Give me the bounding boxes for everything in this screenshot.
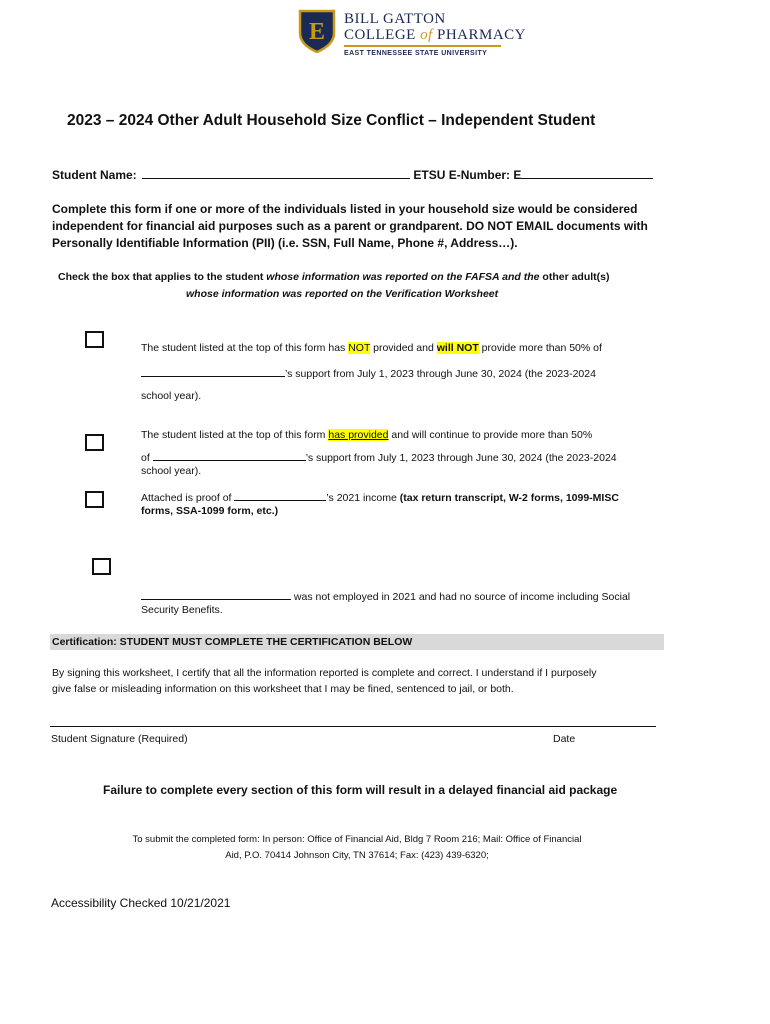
option3-line2: forms, SSA-1099 form, etc.)	[141, 505, 279, 517]
date-label: Date	[553, 733, 576, 745]
certification-line2: give false or misleading information on this worksheet that I may be fined, sentenced to jail, or both.	[52, 683, 514, 695]
intro-line3: Personally Identifiable Information (PII) (i.e. SSN, Full Name, Phone #, Address…).	[52, 236, 518, 250]
instruction-line1: Check the box that applies to the student whose information was reported on the FAFSA and the other adult(s)	[58, 271, 610, 283]
college-logo	[298, 9, 527, 61]
option4-checkbox[interactable]	[92, 558, 111, 575]
option3-name-field[interactable]	[234, 489, 326, 501]
page-title: 2023 – 2024 Other Adult Household Size Conflict – Independent Student	[67, 112, 596, 129]
option2-line2: of ’s support from July 1, 2023 through June 30, 2024 (the 2023-2024	[141, 449, 617, 464]
logo-rule	[344, 45, 501, 47]
instruction-line2: whose information was reported on the Verification Worksheet	[186, 288, 499, 300]
option2-line1: The student listed at the top of this form has provided and will continue to provide more than 50%	[141, 429, 593, 441]
logo-line3: EAST TENNESSEE STATE UNIVERSITY	[344, 50, 488, 57]
student-name-label: Student Name:	[52, 168, 137, 182]
accessibility-note: Accessibility Checked 10/21/2021	[51, 896, 231, 910]
option1-name-field[interactable]	[141, 365, 285, 377]
certification-heading: Certification: STUDENT MUST COMPLETE THE CERTIFICATION BELOW	[52, 636, 413, 648]
option1-will-not-highlight: will NOT	[436, 342, 479, 354]
option4-line2: Security Benefits.	[141, 604, 223, 616]
submit-line1: To submit the completed form: In person: Office of Financial Aid, Bldg 7 Room 216; Mail: Office of Financial	[132, 834, 582, 845]
option3-line1: Attached is proof of ’s 2021 income (tax return transcript, W-2 forms, 1099-MISC	[141, 489, 619, 504]
option2-line3: school year).	[141, 465, 202, 477]
option2-has-provided-highlight: has provided	[328, 429, 389, 441]
intro-line2: independent for financial aid purposes such as a parent or grandparent. DO NOT EMAIL documents with	[52, 219, 648, 233]
option1-checkbox[interactable]	[85, 331, 104, 348]
option2-checkbox[interactable]	[85, 434, 104, 451]
logo-line1: BILL GATTON	[344, 11, 446, 27]
submit-line2: Aid, P.O. 70414 Johnson City, TN 37614; Fax: (423) 439-6320;	[225, 850, 489, 861]
option1-not-highlight: NOT	[348, 342, 371, 354]
shield-icon	[298, 9, 336, 53]
option1-line1: The student listed at the top of this form has NOT provided and will NOT provide more than 50% of	[141, 342, 602, 354]
signature-line[interactable]	[50, 726, 656, 727]
logo-line2: COLLEGE of PHARMACY	[344, 27, 527, 43]
option1-line2: ’s support from July 1, 2023 through June 30, 2024 (the 2023-2024	[141, 365, 596, 380]
etsu-number-field[interactable]	[521, 167, 653, 179]
svg-text:E: E	[308, 19, 326, 45]
option4-line1: was not employed in 2021 and had no source of income including Social	[141, 588, 630, 603]
warning-text: Failure to complete every section of this form will result in a delayed financial aid package	[103, 783, 618, 797]
option2-name-field[interactable]	[153, 449, 306, 461]
certification-line1: By signing this worksheet, I certify that all the information reported is complete and correct. I understand if I purposely	[52, 667, 597, 679]
option3-checkbox[interactable]	[85, 491, 104, 508]
etsu-number-label: ETSU E-Number: E	[413, 168, 522, 182]
student-name-row	[52, 167, 653, 182]
option1-line3: school year).	[141, 390, 202, 402]
intro-line1: Complete this form if one or more of the individuals listed in your household size would be considered	[52, 202, 638, 216]
signature-label: Student Signature (Required)	[51, 733, 188, 745]
student-name-field[interactable]	[142, 167, 410, 179]
option4-name-field[interactable]	[141, 588, 291, 600]
